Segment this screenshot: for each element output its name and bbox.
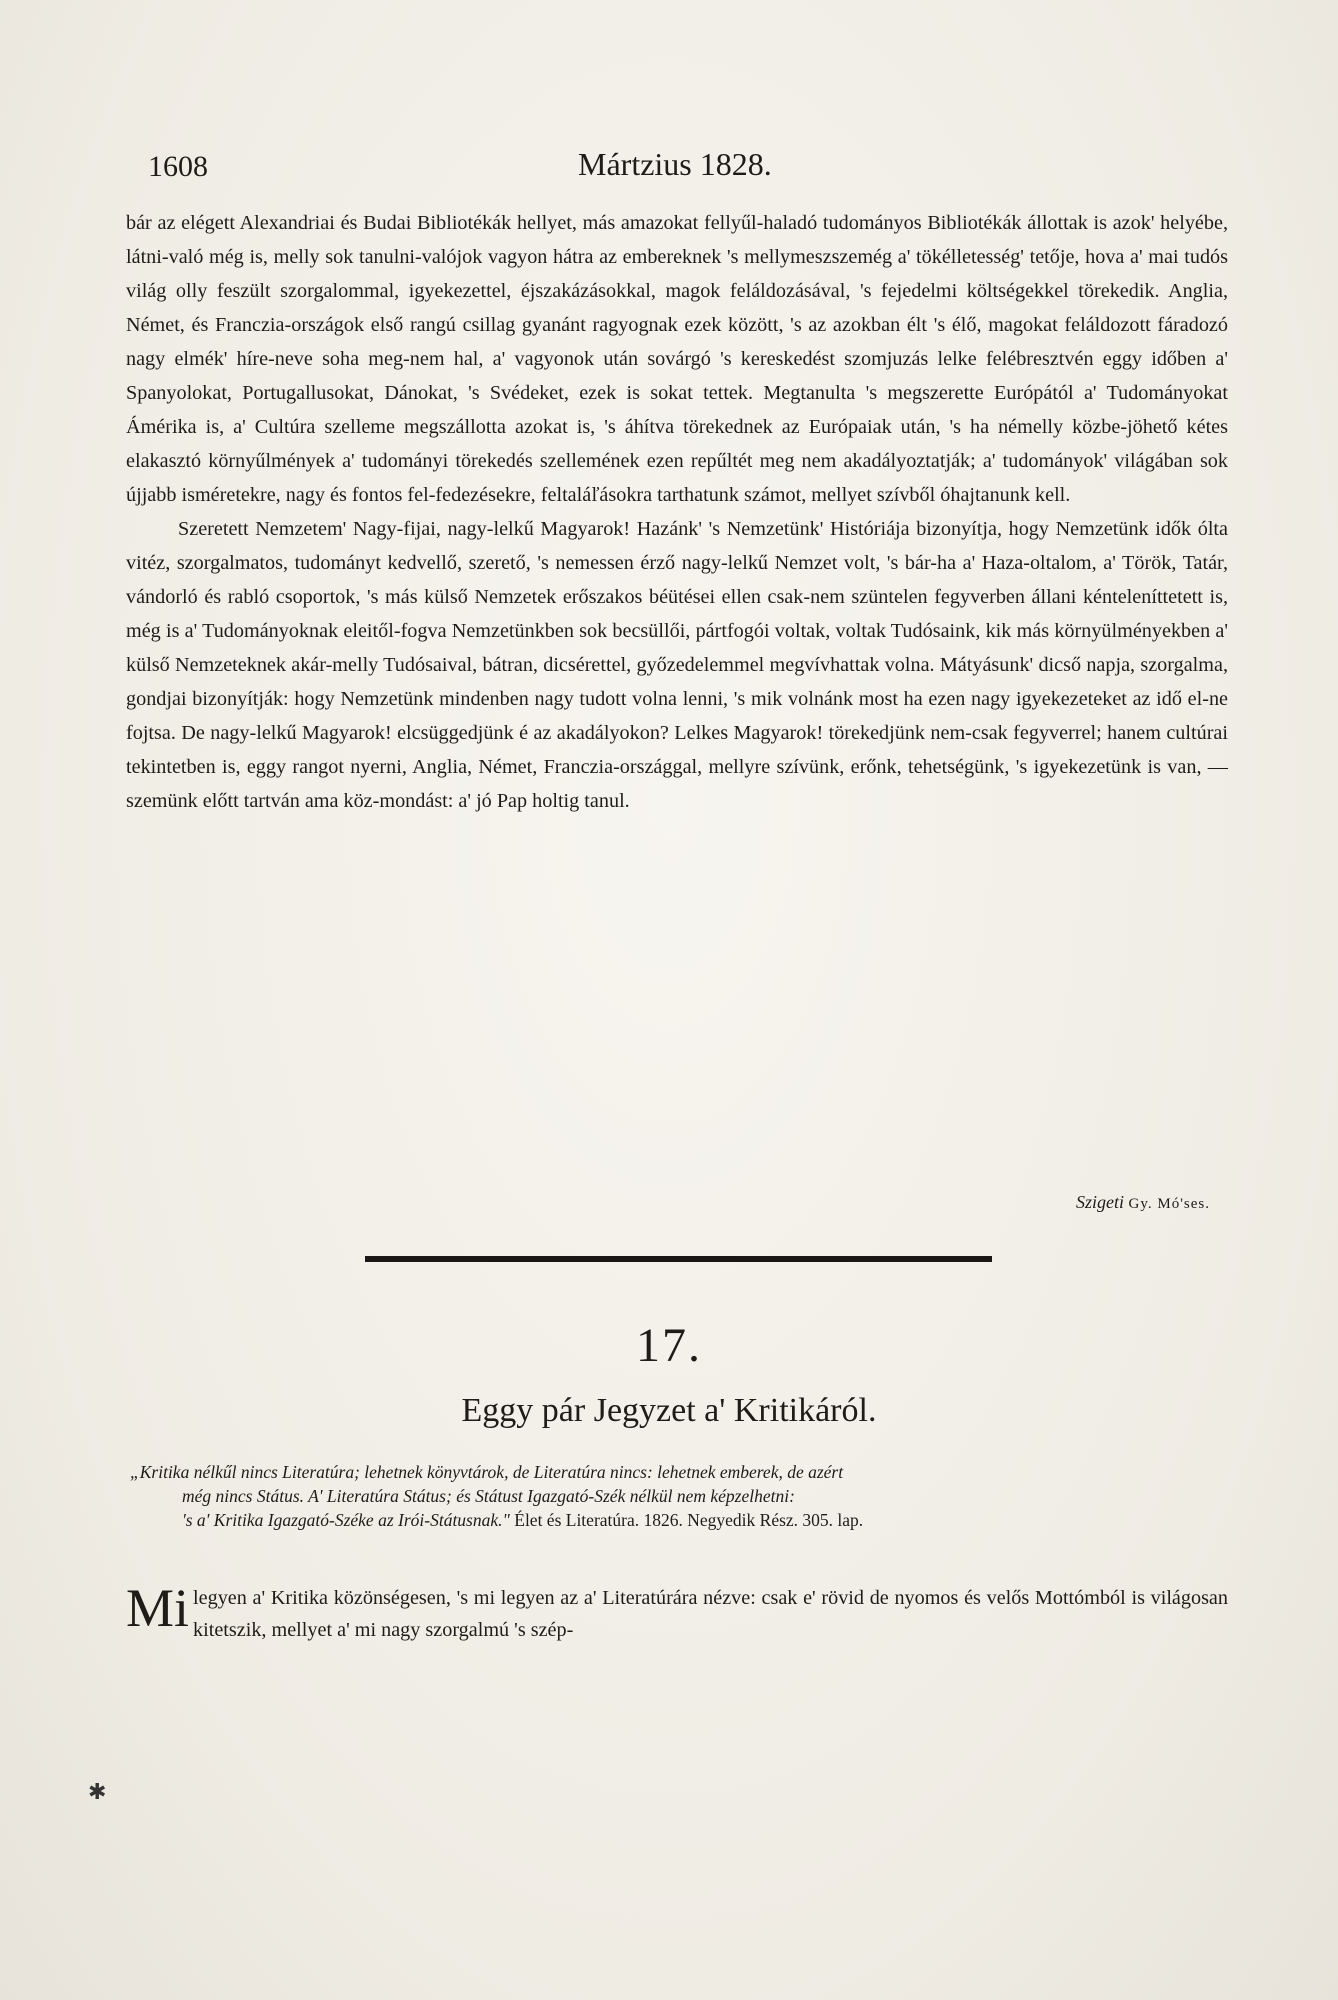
epigraph	[130, 1460, 1228, 1532]
epigraph-quote-line: „Kritika nélkűl nincs Literatúra; lehetnek könyvtárok, de Literatúra nincs: lehetnek emberek, de azért	[130, 1462, 844, 1482]
paragraph: Szeretett Nemzetem' Nagy-fijai, nagy-lelkű Magyarok! Hazánk' 's Nemzetünk' Históriája bizonyítja, hogy Nemzetünk idők ólta vitéz, szorgalmatos, tudományt kedvellő, szerető, 's nemessen érző nagy-lelkű Nemzet volt, 's bár-ha a' Haza-oltalom, a' Török, Tatár, vándorló és rabló csoportok, 's más külső Nemzetek erőszakos béütései ellen csak-nem szüntelen fegyverben állani kénteleníttetett is, még is a' Tudományoknak eleitől-fogva Nemzetünkben sok becsüllői, pártfogói voltak, voltak Tudósaink, kik más környülményekben a' külső Nemzeteknek akár-melly Tudósaival, bátran, dicsérettel, győzedelemmel megvívhattak volna. Mátyásunk' dicső napja, szorgalma, gondjai bizonyítják: hogy Nemzetünk mindenben nagy tudott volna lenni, 's mik volnánk most ha ezen nagy igyekezeteket az idő el-ne fojtsa. De nagy-lelkű Magyarok! elcsüggedjünk é az akadályokon? Lelkes Magyarok! törekedjünk nem-csak fegyverrel; hanem cultúrai tekintetben is, eggy rangot nyerni, Anglia, Német, Franczia-országgal, mellyre szívünk, erőnk, tehetségünk, 's igyekezetünk is van, — szemünk előtt tartván ama köz-mondást: a' jó Pap holtig tanul.	[126, 518, 1228, 812]
author-name: Szigeti	[1076, 1192, 1125, 1212]
drop-cap: Mi	[126, 1578, 190, 1638]
main-text	[126, 206, 1228, 818]
author-signature	[1076, 1192, 1210, 1213]
paragraph: bár az elégett Alexandriai és Budai Bibliotékák hellyet, más amazokat fellyűl-haladó tudományos Bibliotékák állottak is azok' helyébe, látni-való még is, melly sok tanulni-valójok vagyon hátra az embereknek 's mellymeszszemég a' tökélletesség' tetője, hova a' mai tudós világ olly feszült szorgalommal, igyekezettel, éjszakázásokkal, magok feláldozásával, 's fejedelmi költségekkel törekedik. Anglia, Német, és Franczia-országok első rangú csillag gyanánt ragyognak ezek között, 's az azokban élt 's élő, magokat feláldozott fáradozó nagy elmék' híre-neve soha meg-nem hal, a' vagyonok után sovárgó 's kereskedést szomjuzás lelke felébresztvén eggy időben a' Spanyolokat, Portugallusokat, Dánokat, 's Svédeket, ezek is sokat tettek. Megtanulta 's megszerette Európától a' Tudományokat Ámérika is, a' Cultúra szelleme megszállotta azokat is, 's áhítva törekednek az Európaiak után, 's ha némelly közbe-jöhető kétes elakasztó környűlmények a' tudományi törekedés szellemének ezen repűltét meg nem akadályoztatják; a' tudományok' világában sok újjabb isméretekre, nagy és fontos fel-fedezésekre, feltaláľásokra tarthatunk számot, mellyet szívből óhajtanunk kell.	[126, 212, 1228, 506]
running-head: Mártzius 1828.	[578, 146, 772, 182]
article-body	[126, 1578, 1228, 1646]
article-title: Eggy pár Jegyzet a' Kritikáról.	[461, 1392, 877, 1429]
epigraph-quote-line: még nincs Státus. A' Literatúra Státus; és Státust Igazgató-Szék nélkül nem képzelhetni:	[182, 1486, 795, 1506]
article-text: legyen a' Kritika közönségesen, 's mi legyen az a' Literatúrára nézve: csak e' rövid de nyomos és velős Mottómból is világosan kitetszik, mellyet a' mi nagy szorgalmú 's szép-	[193, 1587, 1228, 1641]
epigraph-quote-line: 's a' Kritika Igazgató-Széke az Irói-Státusnak."	[182, 1510, 510, 1530]
epigraph-source: Élet és Literatúra. 1826. Negyedik Rész. 305. lap.	[509, 1510, 864, 1530]
page-number: 1608	[148, 150, 208, 183]
section-divider	[365, 1256, 992, 1262]
author-initials: Gy. Mó'ses.	[1128, 1196, 1210, 1212]
ink-blot-icon: ✱	[88, 1780, 107, 1805]
section-number: 17.	[636, 1319, 702, 1372]
page-header	[148, 146, 1228, 186]
